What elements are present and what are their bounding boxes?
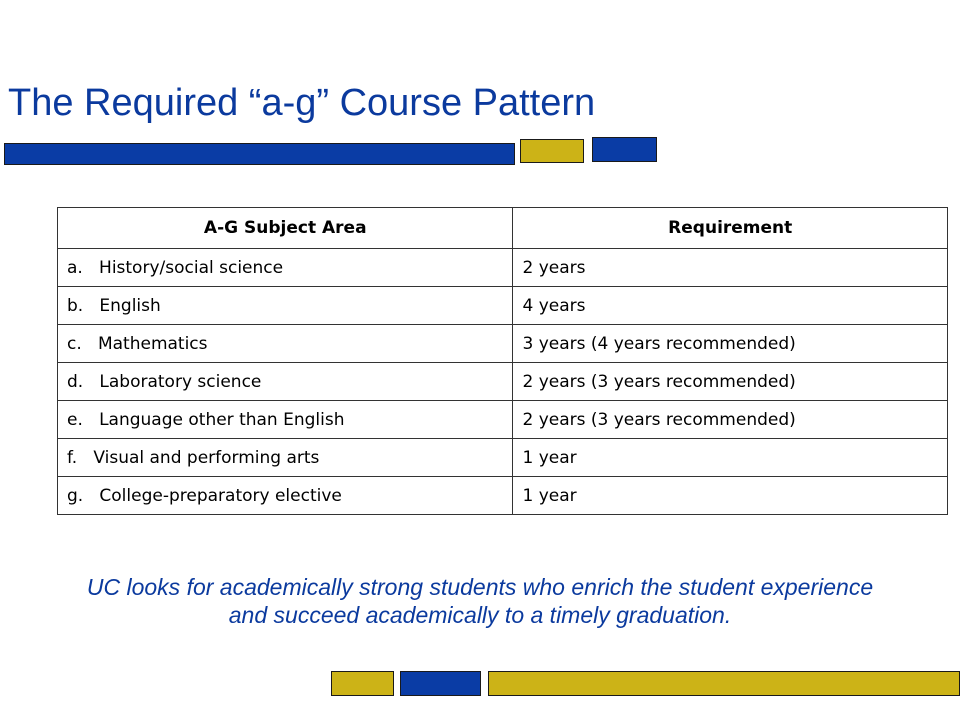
table-row: [58, 249, 948, 287]
title-gold-block: [520, 139, 584, 163]
header-requirement: Requirement: [513, 208, 948, 249]
caption-line: and succeed academically to a timely graduation.: [228, 602, 732, 628]
table-row: [58, 401, 948, 439]
subject-area-cell: c. Mathematics: [58, 325, 513, 363]
footer-blue-block: [400, 671, 481, 696]
caption-line: UC looks for academically strong students who enrich the student experience: [86, 574, 874, 600]
table-row: [58, 363, 948, 401]
subject-area-cell: g. College-preparatory elective: [58, 477, 513, 515]
table-row: [58, 325, 948, 363]
table-row: [58, 287, 948, 325]
subject-area-cell: d. Laboratory science: [58, 363, 513, 401]
requirement-cell: 3 years (4 years recommended): [513, 325, 948, 363]
subject-area-cell: f. Visual and performing arts: [58, 439, 513, 477]
title-underline-bar: [4, 143, 515, 165]
slide-caption: [0, 573, 960, 629]
requirement-cell: 1 year: [513, 477, 948, 515]
table-row: [58, 439, 948, 477]
slide-title: The Required “a-g” Course Pattern: [8, 82, 596, 124]
subject-area-cell: a. History/social science: [58, 249, 513, 287]
footer-gold-block: [331, 671, 394, 696]
table-header-row: [58, 208, 948, 249]
requirement-cell: 4 years: [513, 287, 948, 325]
requirement-cell: 2 years (3 years recommended): [513, 363, 948, 401]
subject-area-cell: e. Language other than English: [58, 401, 513, 439]
subject-area-cell: b. English: [58, 287, 513, 325]
ag-requirements-table: [57, 207, 948, 515]
footer-gold-bar: [488, 671, 960, 696]
requirement-cell: 1 year: [513, 439, 948, 477]
header-subject-area: A-G Subject Area: [58, 208, 513, 249]
requirement-cell: 2 years: [513, 249, 948, 287]
table-row: [58, 477, 948, 515]
requirement-cell: 2 years (3 years recommended): [513, 401, 948, 439]
title-blue-block: [592, 137, 657, 162]
